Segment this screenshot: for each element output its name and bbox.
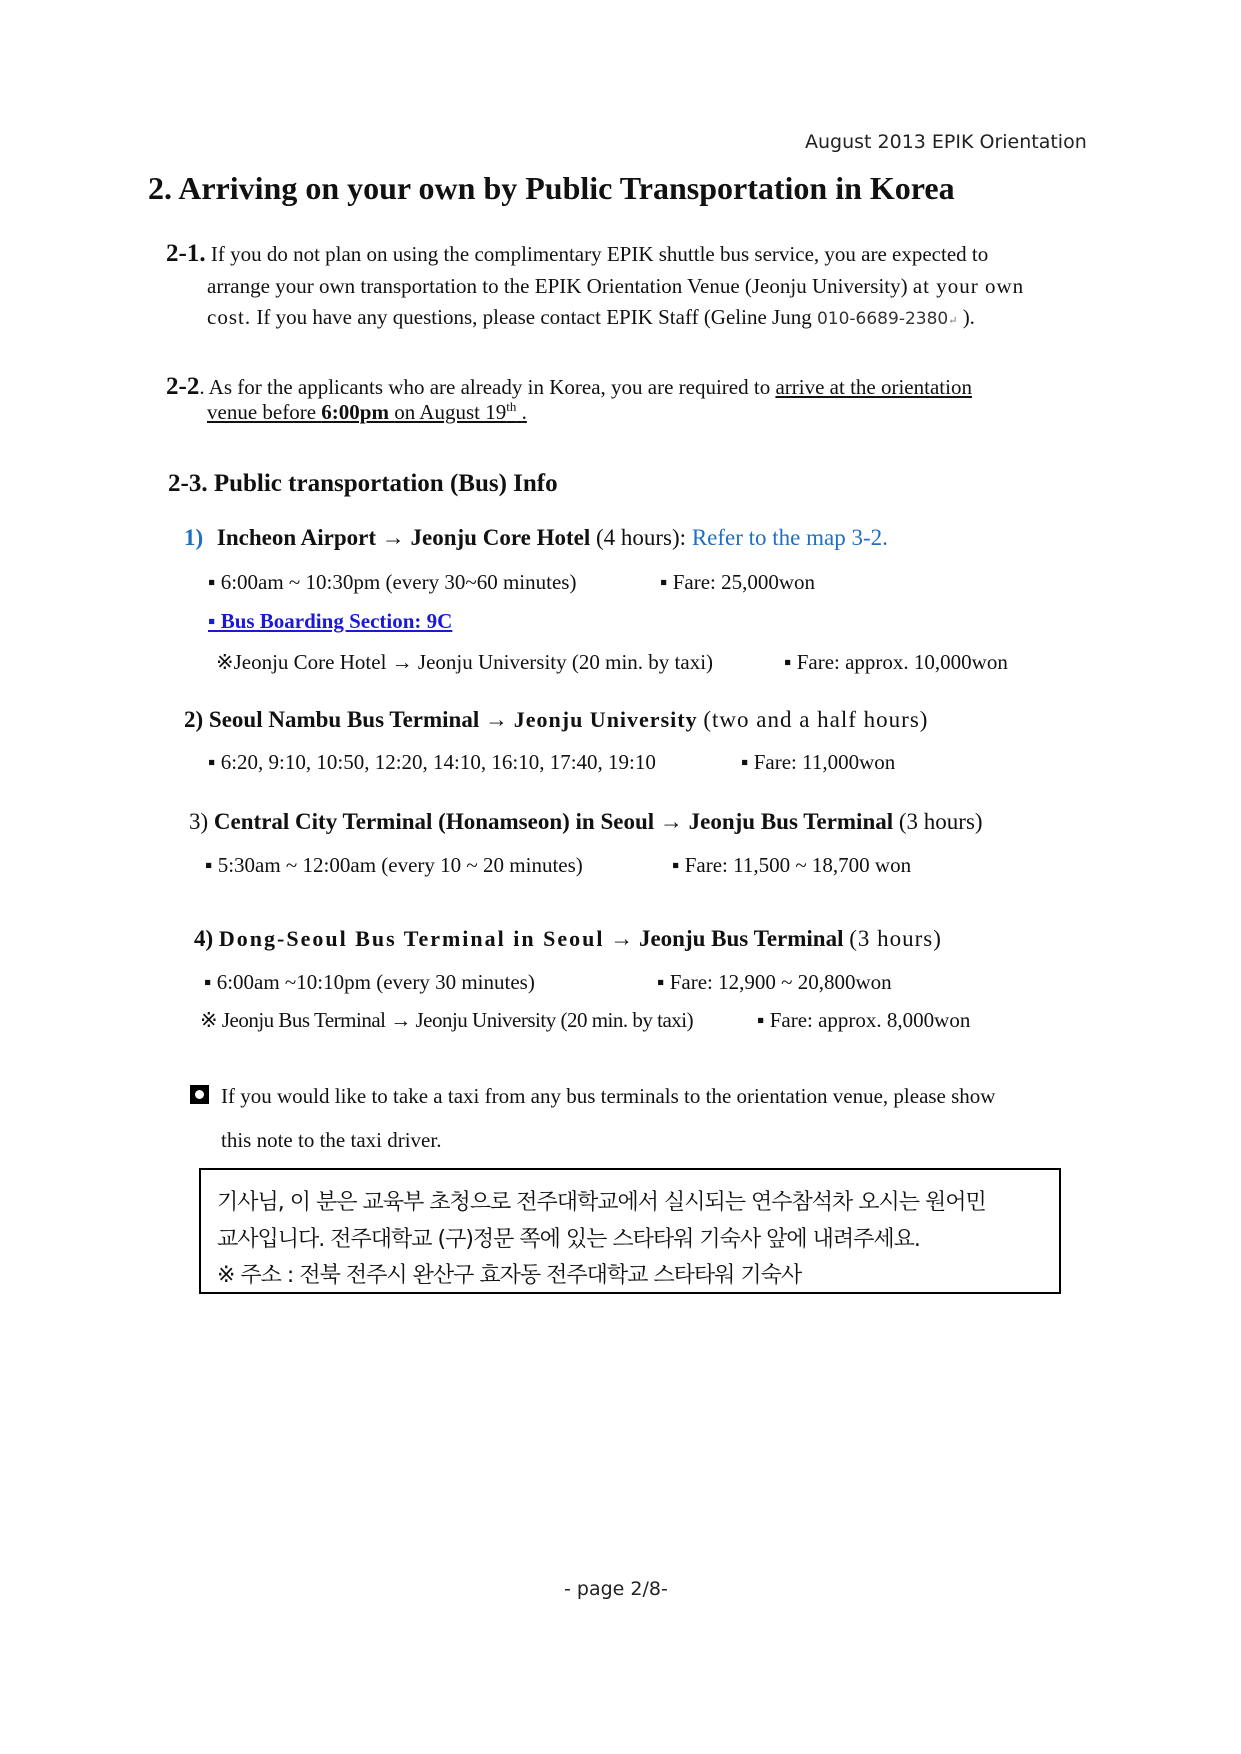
para-2-1-text2b: at your own xyxy=(912,274,1025,298)
route2-title-a: 2) Seoul Nambu Bus Terminal → xyxy=(184,707,508,732)
para-2-1-line1 xyxy=(166,240,988,268)
route1-transfer-fare: ▪ Fare: approx. 10,000won xyxy=(784,650,1008,674)
para-2-1-text3b: If you have any questions, please contact EPIK Staff (Geline Jung xyxy=(256,305,812,329)
route1-fare: ▪ Fare: 25,000won xyxy=(660,570,816,594)
arrival-deadline-time: 6:00pm xyxy=(321,400,389,424)
taxi-note-line2: this note to the taxi driver. xyxy=(221,1128,442,1152)
para-2-1-text3end: ). xyxy=(962,305,975,329)
route4-title-b: → Jeonju Bus Terminal xyxy=(610,926,844,951)
route3-number: 3) xyxy=(189,809,209,834)
section-title: 2. Arriving on your own by Public Transportation in Korea xyxy=(148,170,955,206)
route4-title-a: Dong-Seoul Bus Terminal in Seoul xyxy=(218,926,605,951)
para-2-2-text2c: . xyxy=(521,400,527,424)
route4-number: 4) xyxy=(194,926,214,951)
korean-note-line1: 기사님, 이 분은 교육부 초청으로 전주대학교에서 실시되는 연수참석차 오시는 원어민 xyxy=(217,1190,986,1215)
route3-title: Central City Terminal (Honamseon) in Seoul → Jeonju Bus Terminal xyxy=(213,809,894,834)
route2-schedule: ▪ 6:20, 9:10, 10:50, 12:20, 14:10, 16:10, 17:40, 19:10 xyxy=(208,750,656,774)
para-2-1-line2 xyxy=(207,274,1024,299)
return-mark-icon: ↵ xyxy=(948,315,958,327)
route2-duration: (two and a half hours) xyxy=(703,707,929,732)
route2-fare: ▪ Fare: 11,000won xyxy=(741,750,896,774)
para-2-2-text2b: on August 19 xyxy=(394,400,507,424)
route1-map-ref: Refer to the map 3-2. xyxy=(691,525,888,550)
route1-number: 1) xyxy=(184,525,204,550)
para-2-2-line1 xyxy=(166,373,972,401)
route3-fare: ▪ Fare: 11,500 ~ 18,700 won xyxy=(672,853,912,877)
contact-phone: 010-6689-2380 xyxy=(816,309,949,329)
korean-note-line2: 교사입니다. 전주대학교 (구)정문 쪽에 있는 스타타워 기숙사 앞에 내려주세요. xyxy=(217,1227,920,1252)
para-2-1-line3 xyxy=(207,305,975,330)
route1-transfer: ※Jeonju Core Hotel → Jeonju University (20 min. by taxi) xyxy=(216,650,714,674)
para-2-2-underline1: arrive at the orientation xyxy=(775,375,972,399)
route4-title-line xyxy=(194,926,942,952)
route1-schedule: ▪ 6:00am ~ 10:30pm (every 30~60 minutes) xyxy=(208,570,577,594)
route3-schedule: ▪ 5:30am ~ 12:00am (every 10 ~ 20 minutes) xyxy=(205,853,583,877)
route2-title-b: Jeonju University xyxy=(513,707,698,732)
taxi-note-line1: If you would like to take a taxi from any bus terminals to the orientation venue, please show xyxy=(221,1084,996,1108)
para-2-1-text3a: cost. xyxy=(207,305,252,329)
note-bullet-icon xyxy=(190,1085,209,1107)
para-2-2-text2a: venue before xyxy=(207,400,317,424)
route1-title: Incheon Airport → Jeonju Core Hotel xyxy=(216,525,591,550)
route4-duration: (3 hours) xyxy=(849,926,942,951)
route1-boarding-section: ▪ Bus Boarding Section: 9C xyxy=(208,609,453,633)
route4-transfer-fare: ▪ Fare: approx. 8,000won xyxy=(757,1008,971,1032)
route4-schedule: ▪ 6:00am ~10:10pm (every 30 minutes) xyxy=(204,970,535,994)
running-header: August 2013 EPIK Orientation xyxy=(805,131,1087,153)
route3-duration: (3 hours) xyxy=(898,809,983,834)
bus-info-heading: 2-3. Public transportation (Bus) Info xyxy=(168,470,558,497)
taxi-driver-note-box xyxy=(199,1168,1061,1294)
para-2-1-text1: If you do not plan on using the complimentary EPIK shuttle bus service, you are expected to xyxy=(210,242,989,266)
route4-fare: ▪ Fare: 12,900 ~ 20,800won xyxy=(657,970,892,994)
date-suffix: th xyxy=(506,399,517,414)
para-2-1-text2a: arrange your own transportation to the EPIK Orientation Venue (Jeonju University) xyxy=(207,274,908,298)
route1-duration: (4 hours): xyxy=(595,525,687,550)
page-number: - page 2/8- xyxy=(564,1578,668,1600)
route2-title-line xyxy=(184,707,928,733)
route1-title-line xyxy=(184,525,888,551)
para-2-2-text1: . As for the applicants who are already in Korea, you are required to xyxy=(199,375,771,399)
korean-note-address: ※ 주소 : 전북 전주시 완산구 효자동 전주대학교 스타타워 기숙사 xyxy=(217,1263,802,1288)
para-2-2-number: 2-2 xyxy=(166,373,200,400)
para-2-1-number: 2-1. xyxy=(166,240,206,267)
route4-transfer: ※ Jeonju Bus Terminal → Jeonju University (20 min. by taxi) xyxy=(200,1008,694,1032)
para-2-2-line2 xyxy=(207,400,527,425)
route3-title-line xyxy=(189,809,983,835)
